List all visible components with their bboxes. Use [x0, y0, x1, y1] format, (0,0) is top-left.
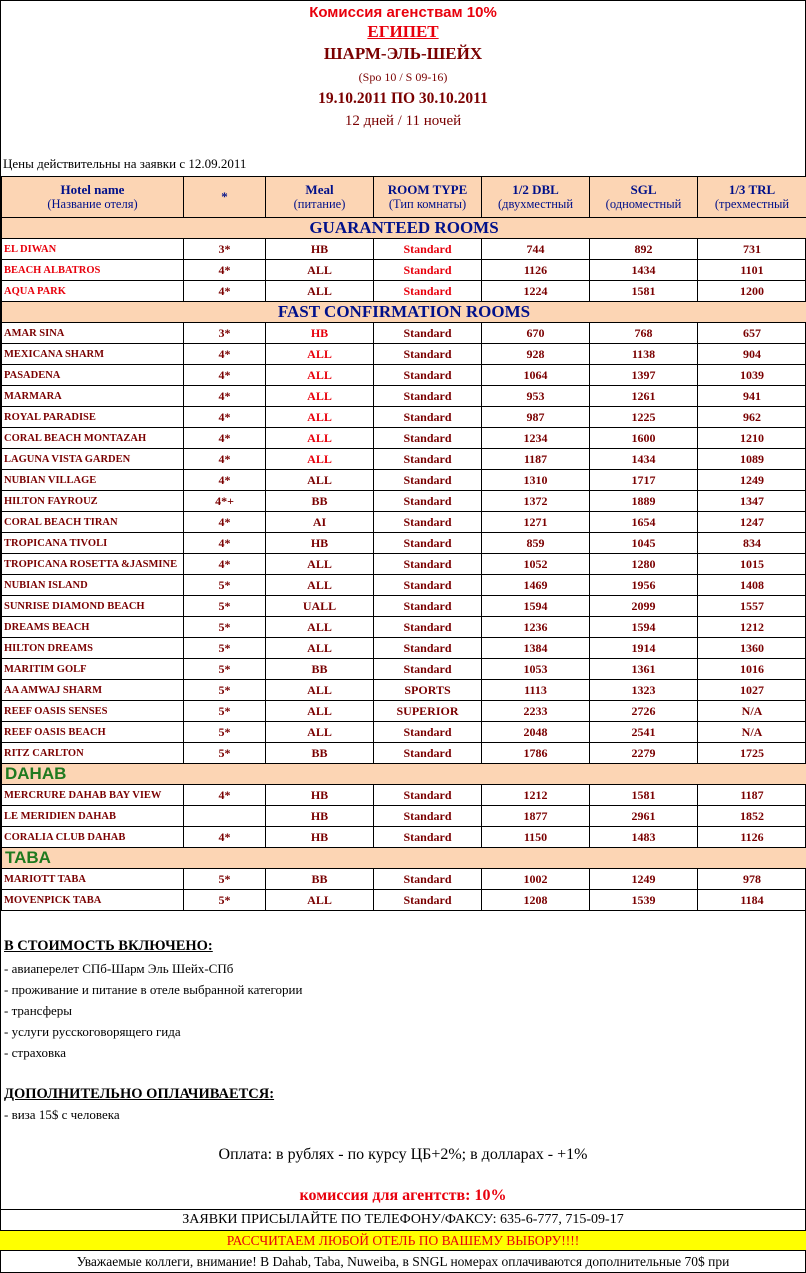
table-row — [2, 659, 806, 680]
column-subtitle: (Название отеля) — [47, 197, 138, 211]
hotel-name: MOVENPICK TABA — [2, 890, 184, 911]
star-rating: 4* — [184, 470, 266, 491]
table-row — [2, 428, 806, 449]
column-header — [184, 177, 266, 218]
section-row — [2, 218, 806, 239]
price-trl: 1101 — [698, 260, 806, 281]
price-dbl: 1234 — [482, 428, 590, 449]
room-type: Standard — [374, 239, 482, 260]
price-dbl: 1271 — [482, 512, 590, 533]
room-type: SUPERIOR — [374, 701, 482, 722]
hotel-name: AA AMWAJ SHARM — [2, 680, 184, 701]
room-type: Standard — [374, 722, 482, 743]
sngl-notice: Уважаемые коллеги, внимание! В Dahab, Taba, Nuweiba, в SNGL номерах оплачиваются дополнительные 70$ при — [0, 1250, 806, 1273]
price-sgl: 1956 — [590, 575, 698, 596]
star-rating: 4* — [184, 554, 266, 575]
room-type: Standard — [374, 323, 482, 344]
price-trl: 1200 — [698, 281, 806, 302]
price-dbl: 1126 — [482, 260, 590, 281]
price-sgl: 2099 — [590, 596, 698, 617]
star-rating: 5* — [184, 638, 266, 659]
column-header — [266, 177, 374, 218]
room-type: Standard — [374, 596, 482, 617]
table-row — [2, 806, 806, 827]
price-trl: 1249 — [698, 470, 806, 491]
price-trl: 941 — [698, 386, 806, 407]
meal-plan: ALL — [266, 281, 374, 302]
price-trl: N/A — [698, 701, 806, 722]
section-label: GUARANTEED ROOMS — [309, 218, 499, 237]
meal-plan: UALL — [266, 596, 374, 617]
hotel-name: CORAL BEACH MONTAZAH — [2, 428, 184, 449]
meal-plan: HB — [266, 239, 374, 260]
price-trl: 1212 — [698, 617, 806, 638]
room-type: Standard — [374, 491, 482, 512]
included-item: - услуги русскоговорящего гида — [4, 1024, 181, 1039]
price-sgl: 2726 — [590, 701, 698, 722]
meal-plan: AI — [266, 512, 374, 533]
meal-plan: HB — [266, 827, 374, 848]
price-trl: 1557 — [698, 596, 806, 617]
star-rating: 4* — [184, 827, 266, 848]
meal-plan: HB — [266, 785, 374, 806]
meal-plan: ALL — [266, 470, 374, 491]
city-title: ШАРМ-ЭЛЬ-ШЕЙХ — [323, 44, 483, 63]
price-sgl: 1434 — [590, 449, 698, 470]
price-trl: 1126 — [698, 827, 806, 848]
price-trl: N/A — [698, 722, 806, 743]
hotel-name: MARMARA — [2, 386, 184, 407]
price-sgl: 1581 — [590, 281, 698, 302]
room-type: Standard — [374, 407, 482, 428]
price-dbl: 1052 — [482, 554, 590, 575]
room-type: Standard — [374, 470, 482, 491]
hotel-name: REEF OASIS BEACH — [2, 722, 184, 743]
included-item: - авиаперелет СПб-Шарм Эль Шейх-СПб — [4, 961, 234, 976]
meal-plan: HB — [266, 806, 374, 827]
hotel-name: MARITIM GOLF — [2, 659, 184, 680]
column-header — [590, 177, 698, 218]
price-trl: 1360 — [698, 638, 806, 659]
star-rating: 4* — [184, 281, 266, 302]
price-table — [1, 176, 806, 911]
table-row — [2, 722, 806, 743]
price-dbl: 953 — [482, 386, 590, 407]
table-row — [2, 617, 806, 638]
hotel-name: AQUA PARK — [2, 281, 184, 302]
room-type: Standard — [374, 785, 482, 806]
star-rating: 4* — [184, 407, 266, 428]
table-row — [2, 575, 806, 596]
table-row — [2, 743, 806, 764]
room-type: Standard — [374, 617, 482, 638]
price-trl: 1016 — [698, 659, 806, 680]
price-dbl: 1786 — [482, 743, 590, 764]
price-sgl: 1249 — [590, 869, 698, 890]
column-subtitle: (одноместный — [605, 197, 682, 211]
price-dbl: 1053 — [482, 659, 590, 680]
price-sgl: 1889 — [590, 491, 698, 512]
table-row — [2, 680, 806, 701]
star-rating: 5* — [184, 890, 266, 911]
column-title: Hotel name — [60, 182, 125, 197]
price-trl: 962 — [698, 407, 806, 428]
price-trl: 978 — [698, 869, 806, 890]
hotel-name: LE MERIDIEN DAHAB — [2, 806, 184, 827]
room-type: SPORTS — [374, 680, 482, 701]
star-rating: 4* — [184, 260, 266, 281]
price-trl: 657 — [698, 323, 806, 344]
table-row — [2, 239, 806, 260]
price-dbl: 670 — [482, 323, 590, 344]
price-sgl: 1138 — [590, 344, 698, 365]
meal-plan: ALL — [266, 365, 374, 386]
price-dbl: 1877 — [482, 806, 590, 827]
price-trl: 1247 — [698, 512, 806, 533]
meal-plan: HB — [266, 533, 374, 554]
room-type: Standard — [374, 449, 482, 470]
meal-plan: ALL — [266, 890, 374, 911]
star-rating: 3* — [184, 239, 266, 260]
section-label: FAST CONFIRMATION ROOMS — [277, 302, 531, 321]
hotel-name: AMAR SINA — [2, 323, 184, 344]
included-item: - страховка — [4, 1045, 66, 1060]
table-row — [2, 638, 806, 659]
hotel-name: RITZ CARLTON — [2, 743, 184, 764]
validity-note: Цены действительны на заявки с 12.09.2011 — [3, 156, 247, 171]
hotel-name: HILTON DREAMS — [2, 638, 184, 659]
section-title — [2, 218, 806, 239]
hotel-name: BEACH ALBATROS — [2, 260, 184, 281]
room-type: Standard — [374, 281, 482, 302]
table-row — [2, 365, 806, 386]
meal-plan: HB — [266, 323, 374, 344]
price-dbl: 1372 — [482, 491, 590, 512]
price-dbl: 1224 — [482, 281, 590, 302]
table-row — [2, 386, 806, 407]
table-row — [2, 512, 806, 533]
table-row — [2, 344, 806, 365]
star-rating: 5* — [184, 722, 266, 743]
price-trl: 1184 — [698, 890, 806, 911]
section-title — [2, 848, 806, 869]
section-row — [2, 302, 806, 323]
table-row — [2, 533, 806, 554]
room-type: Standard — [374, 260, 482, 281]
price-sgl: 1914 — [590, 638, 698, 659]
price-trl: 1210 — [698, 428, 806, 449]
price-sgl: 1581 — [590, 785, 698, 806]
table-row — [2, 827, 806, 848]
price-sgl: 1654 — [590, 512, 698, 533]
price-dbl: 744 — [482, 239, 590, 260]
hotel-name: HILTON FAYROUZ — [2, 491, 184, 512]
hotel-name: DREAMS BEACH — [2, 617, 184, 638]
hotel-name: SUNRISE DIAMOND BEACH — [2, 596, 184, 617]
price-sgl: 1280 — [590, 554, 698, 575]
price-trl: 834 — [698, 533, 806, 554]
star-rating: 4* — [184, 386, 266, 407]
price-sgl: 1434 — [590, 260, 698, 281]
table-row — [2, 701, 806, 722]
section-title — [2, 302, 806, 323]
star-rating: 5* — [184, 701, 266, 722]
price-dbl: 2048 — [482, 722, 590, 743]
star-rating: 5* — [184, 596, 266, 617]
hotel-name: PASADENA — [2, 365, 184, 386]
hotel-name: CORALIA CLUB DAHAB — [2, 827, 184, 848]
star-rating: 3* — [184, 323, 266, 344]
column-header — [698, 177, 806, 218]
table-row — [2, 407, 806, 428]
table-row — [2, 281, 806, 302]
column-header — [2, 177, 184, 218]
price-trl: 1187 — [698, 785, 806, 806]
column-title: 1/3 TRL — [728, 182, 776, 197]
star-rating — [184, 806, 266, 827]
price-dbl: 1310 — [482, 470, 590, 491]
room-type: Standard — [374, 890, 482, 911]
meal-plan: BB — [266, 659, 374, 680]
meal-plan: BB — [266, 491, 374, 512]
meal-plan: BB — [266, 743, 374, 764]
room-type: Standard — [374, 554, 482, 575]
price-sgl: 1483 — [590, 827, 698, 848]
meal-plan: ALL — [266, 260, 374, 281]
price-sgl: 1397 — [590, 365, 698, 386]
table-row — [2, 785, 806, 806]
table-row — [2, 323, 806, 344]
column-header — [374, 177, 482, 218]
star-rating: 5* — [184, 575, 266, 596]
spo-code: (Spo 10 / S 09-16) — [358, 70, 448, 84]
column-subtitle: (трехместный — [714, 197, 790, 211]
price-dbl: 1469 — [482, 575, 590, 596]
room-type: Standard — [374, 365, 482, 386]
price-sgl: 1361 — [590, 659, 698, 680]
meal-plan: ALL — [266, 638, 374, 659]
meal-plan: ALL — [266, 344, 374, 365]
table-row — [2, 449, 806, 470]
commission-title: Комиссия агенствам 10% — [309, 4, 497, 21]
price-dbl: 859 — [482, 533, 590, 554]
included-heading: В СТОИМОСТЬ ВКЛЮЧЕНО: — [4, 938, 213, 954]
price-sgl: 1045 — [590, 533, 698, 554]
price-dbl: 2233 — [482, 701, 590, 722]
meal-plan: ALL — [266, 680, 374, 701]
contacts-bar: ЗАЯВКИ ПРИСЫЛАЙТЕ ПО ТЕЛЕФОНУ/ФАКСУ: 635-6-777, 715-09-17 — [0, 1209, 806, 1230]
price-sgl: 892 — [590, 239, 698, 260]
any-hotel-bar: РАССЧИТАЕМ ЛЮБОЙ ОТЕЛЬ ПО ВАШЕМУ ВЫБОРУ!!!! — [0, 1230, 806, 1250]
hotel-name: CORAL BEACH TIRAN — [2, 512, 184, 533]
room-type: Standard — [374, 827, 482, 848]
star-rating: 4*+ — [184, 491, 266, 512]
price-sgl: 2279 — [590, 743, 698, 764]
section-label: DAHAB — [5, 764, 67, 783]
included-item: - проживание и питание в отеле выбранной категории — [4, 982, 303, 997]
column-title: SGL — [630, 182, 657, 197]
price-sgl: 1539 — [590, 890, 698, 911]
star-rating: 4* — [184, 533, 266, 554]
meal-plan: ALL — [266, 554, 374, 575]
room-type: Standard — [374, 428, 482, 449]
price-trl: 1015 — [698, 554, 806, 575]
meal-plan: ALL — [266, 386, 374, 407]
table-row — [2, 890, 806, 911]
hotel-name: NUBIAN VILLAGE — [2, 470, 184, 491]
hotel-name: MARIOTT TABA — [2, 869, 184, 890]
table-row — [2, 470, 806, 491]
hotel-name: TROPICANA ROSETTA &JASMINE — [2, 554, 184, 575]
room-type: Standard — [374, 533, 482, 554]
room-type: Standard — [374, 869, 482, 890]
hotel-name: NUBIAN ISLAND — [2, 575, 184, 596]
price-dbl: 1064 — [482, 365, 590, 386]
price-sgl: 2541 — [590, 722, 698, 743]
price-dbl: 1002 — [482, 869, 590, 890]
price-sgl: 1600 — [590, 428, 698, 449]
section-row — [2, 848, 806, 869]
star-rating: 5* — [184, 617, 266, 638]
hotel-name: TROPICANA TIVOLI — [2, 533, 184, 554]
price-dbl: 1150 — [482, 827, 590, 848]
price-dbl: 1208 — [482, 890, 590, 911]
column-title: * — [221, 189, 228, 204]
column-subtitle: (двухместный — [497, 197, 574, 211]
duration: 12 дней / 11 ночей — [344, 113, 462, 129]
meal-plan: ALL — [266, 722, 374, 743]
room-type: Standard — [374, 806, 482, 827]
price-dbl: 987 — [482, 407, 590, 428]
table-row — [2, 260, 806, 281]
included-item: - трансферы — [4, 1003, 73, 1018]
table-row — [2, 596, 806, 617]
date-range: 19.10.2011 ПО 30.10.2011 — [318, 90, 488, 107]
hotel-name: EL DIWAN — [2, 239, 184, 260]
star-rating: 4* — [184, 428, 266, 449]
agent-commission: комиссия для агентств: 10% — [299, 1187, 507, 1204]
star-rating: 4* — [184, 785, 266, 806]
section-row — [2, 764, 806, 785]
meal-plan: BB — [266, 869, 374, 890]
star-rating: 4* — [184, 344, 266, 365]
room-type: Standard — [374, 659, 482, 680]
room-type: Standard — [374, 638, 482, 659]
price-trl: 1852 — [698, 806, 806, 827]
price-dbl: 1594 — [482, 596, 590, 617]
price-trl: 1039 — [698, 365, 806, 386]
price-sgl: 1225 — [590, 407, 698, 428]
table-header — [2, 177, 806, 218]
meal-plan: ALL — [266, 428, 374, 449]
price-sgl: 2961 — [590, 806, 698, 827]
price-trl: 731 — [698, 239, 806, 260]
hotel-name: ROYAL PARADISE — [2, 407, 184, 428]
room-type: Standard — [374, 386, 482, 407]
price-trl: 1089 — [698, 449, 806, 470]
price-trl: 1408 — [698, 575, 806, 596]
star-rating: 4* — [184, 365, 266, 386]
column-title: ROOM TYPE — [387, 182, 468, 197]
meal-plan: ALL — [266, 449, 374, 470]
table-row — [2, 554, 806, 575]
price-dbl: 1384 — [482, 638, 590, 659]
hotel-name: LAGUNA VISTA GARDEN — [2, 449, 184, 470]
meal-plan: ALL — [266, 617, 374, 638]
section-label: TABA — [5, 848, 51, 867]
hotel-name: MEXICANA SHARM — [2, 344, 184, 365]
price-dbl: 1187 — [482, 449, 590, 470]
price-dbl: 928 — [482, 344, 590, 365]
column-subtitle: (Тип комнаты) — [388, 197, 467, 211]
meal-plan: ALL — [266, 701, 374, 722]
price-sgl: 1594 — [590, 617, 698, 638]
star-rating: 4* — [184, 512, 266, 533]
star-rating: 5* — [184, 869, 266, 890]
meal-plan: ALL — [266, 575, 374, 596]
star-rating: 5* — [184, 659, 266, 680]
price-sgl: 768 — [590, 323, 698, 344]
column-title: 1/2 DBL — [512, 182, 559, 197]
price-dbl: 1113 — [482, 680, 590, 701]
star-rating: 4* — [184, 449, 266, 470]
table-row — [2, 491, 806, 512]
star-rating: 5* — [184, 680, 266, 701]
section-title — [2, 764, 806, 785]
room-type: Standard — [374, 743, 482, 764]
price-dbl: 1212 — [482, 785, 590, 806]
country-title: ЕГИПЕТ — [367, 22, 439, 41]
price-trl: 904 — [698, 344, 806, 365]
room-type: Standard — [374, 512, 482, 533]
hotel-name: MERCRURE DAHAB BAY VIEW — [2, 785, 184, 806]
extra-heading: ДОПОЛНИТЕЛЬНО ОПЛАЧИВАЕТСЯ: — [4, 1086, 275, 1102]
column-header — [482, 177, 590, 218]
price-sgl: 1323 — [590, 680, 698, 701]
hotel-name: REEF OASIS SENSES — [2, 701, 184, 722]
meal-plan: ALL — [266, 407, 374, 428]
price-trl: 1347 — [698, 491, 806, 512]
star-rating: 5* — [184, 743, 266, 764]
column-title: Meal — [305, 182, 334, 197]
column-subtitle: (питание) — [293, 197, 346, 211]
price-trl: 1725 — [698, 743, 806, 764]
room-type: Standard — [374, 344, 482, 365]
extra-item: - виза 15$ с человека — [4, 1107, 120, 1122]
room-type: Standard — [374, 575, 482, 596]
price-sgl: 1717 — [590, 470, 698, 491]
price-sgl: 1261 — [590, 386, 698, 407]
price-dbl: 1236 — [482, 617, 590, 638]
price-trl: 1027 — [698, 680, 806, 701]
payment-terms: Оплата: в рублях - по курсу ЦБ+2%; в долларах - +1% — [218, 1146, 588, 1163]
table-row — [2, 869, 806, 890]
